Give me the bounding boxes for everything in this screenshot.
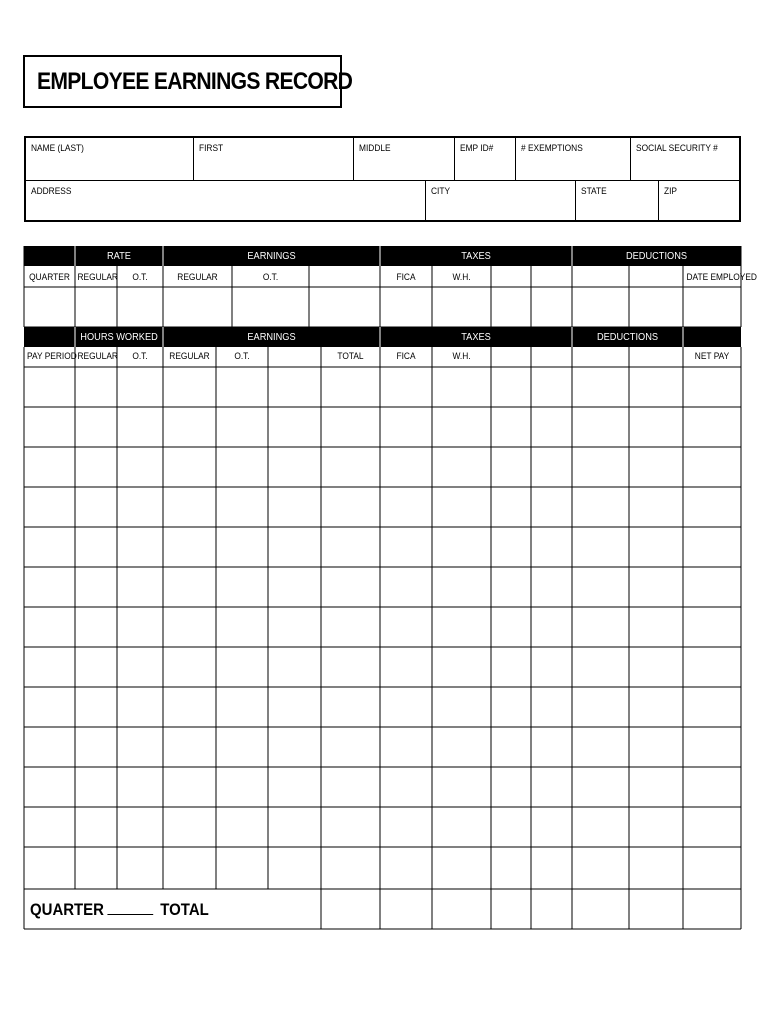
city-label: CITY xyxy=(431,186,451,197)
earnings-ot-col-label: O.T. xyxy=(262,272,279,283)
earnings-group-label-2: EARNINGS xyxy=(247,331,296,343)
net-pay-col-label: NET PAY xyxy=(694,351,730,362)
quarter-col-label: QUARTER xyxy=(29,272,70,283)
quarter-label: QUARTER xyxy=(30,900,104,919)
state-label: STATE xyxy=(581,186,607,197)
ssn-label: SOCIAL SECURITY # xyxy=(636,143,718,154)
rate-group-label: RATE xyxy=(107,250,131,262)
wh-col-label-2: W.H. xyxy=(452,351,471,362)
deductions-group-label-2: DEDUCTIONS xyxy=(596,331,659,343)
rate-ot-col-label: O.T. xyxy=(132,272,148,283)
hours-worked-group-label: HOURS WORKED xyxy=(80,331,158,343)
exemptions-label: # EXEMPTIONS xyxy=(521,143,583,154)
middle-name-label: MIDDLE xyxy=(359,143,391,154)
quarter-number-blank[interactable] xyxy=(107,914,153,915)
earn-ot-col-label: O.T. xyxy=(234,351,250,362)
fica-col-label-2: FICA xyxy=(396,351,416,362)
date-employed-col-label: DATE EMPLOYED xyxy=(686,272,757,283)
taxes-group-label-2: TAXES xyxy=(461,331,491,343)
total-col-label: TOTAL xyxy=(337,351,364,362)
fica-col-label: FICA xyxy=(396,272,416,283)
hours-regular-col-label: REGULAR xyxy=(77,351,118,362)
first-name-label: FIRST xyxy=(199,143,224,154)
section2-lines xyxy=(24,347,741,929)
earnings-regular-col-label: REGULAR xyxy=(177,272,218,283)
quarter-total-label xyxy=(30,900,209,920)
deductions-group-label: DEDUCTIONS xyxy=(625,250,688,262)
hours-ot-col-label: O.T. xyxy=(132,351,148,362)
address-label: ADDRESS xyxy=(31,186,72,197)
taxes-group-label: TAXES xyxy=(461,250,491,262)
pay-period-col-label: PAY PERIOD xyxy=(27,351,77,362)
earn-regular-col-label: REGULAR xyxy=(169,351,210,362)
page-title: EMPLOYEE EARNINGS RECORD xyxy=(37,68,353,95)
emp-id-label: EMP ID# xyxy=(460,143,494,154)
rate-regular-col-label: REGULAR xyxy=(77,272,118,283)
wh-col-label: W.H. xyxy=(452,272,471,283)
name-last-label: NAME (LAST) xyxy=(31,143,84,154)
zip-label: ZIP xyxy=(664,186,678,197)
earnings-group-label: EARNINGS xyxy=(247,250,296,262)
total-label: TOTAL xyxy=(160,900,209,919)
